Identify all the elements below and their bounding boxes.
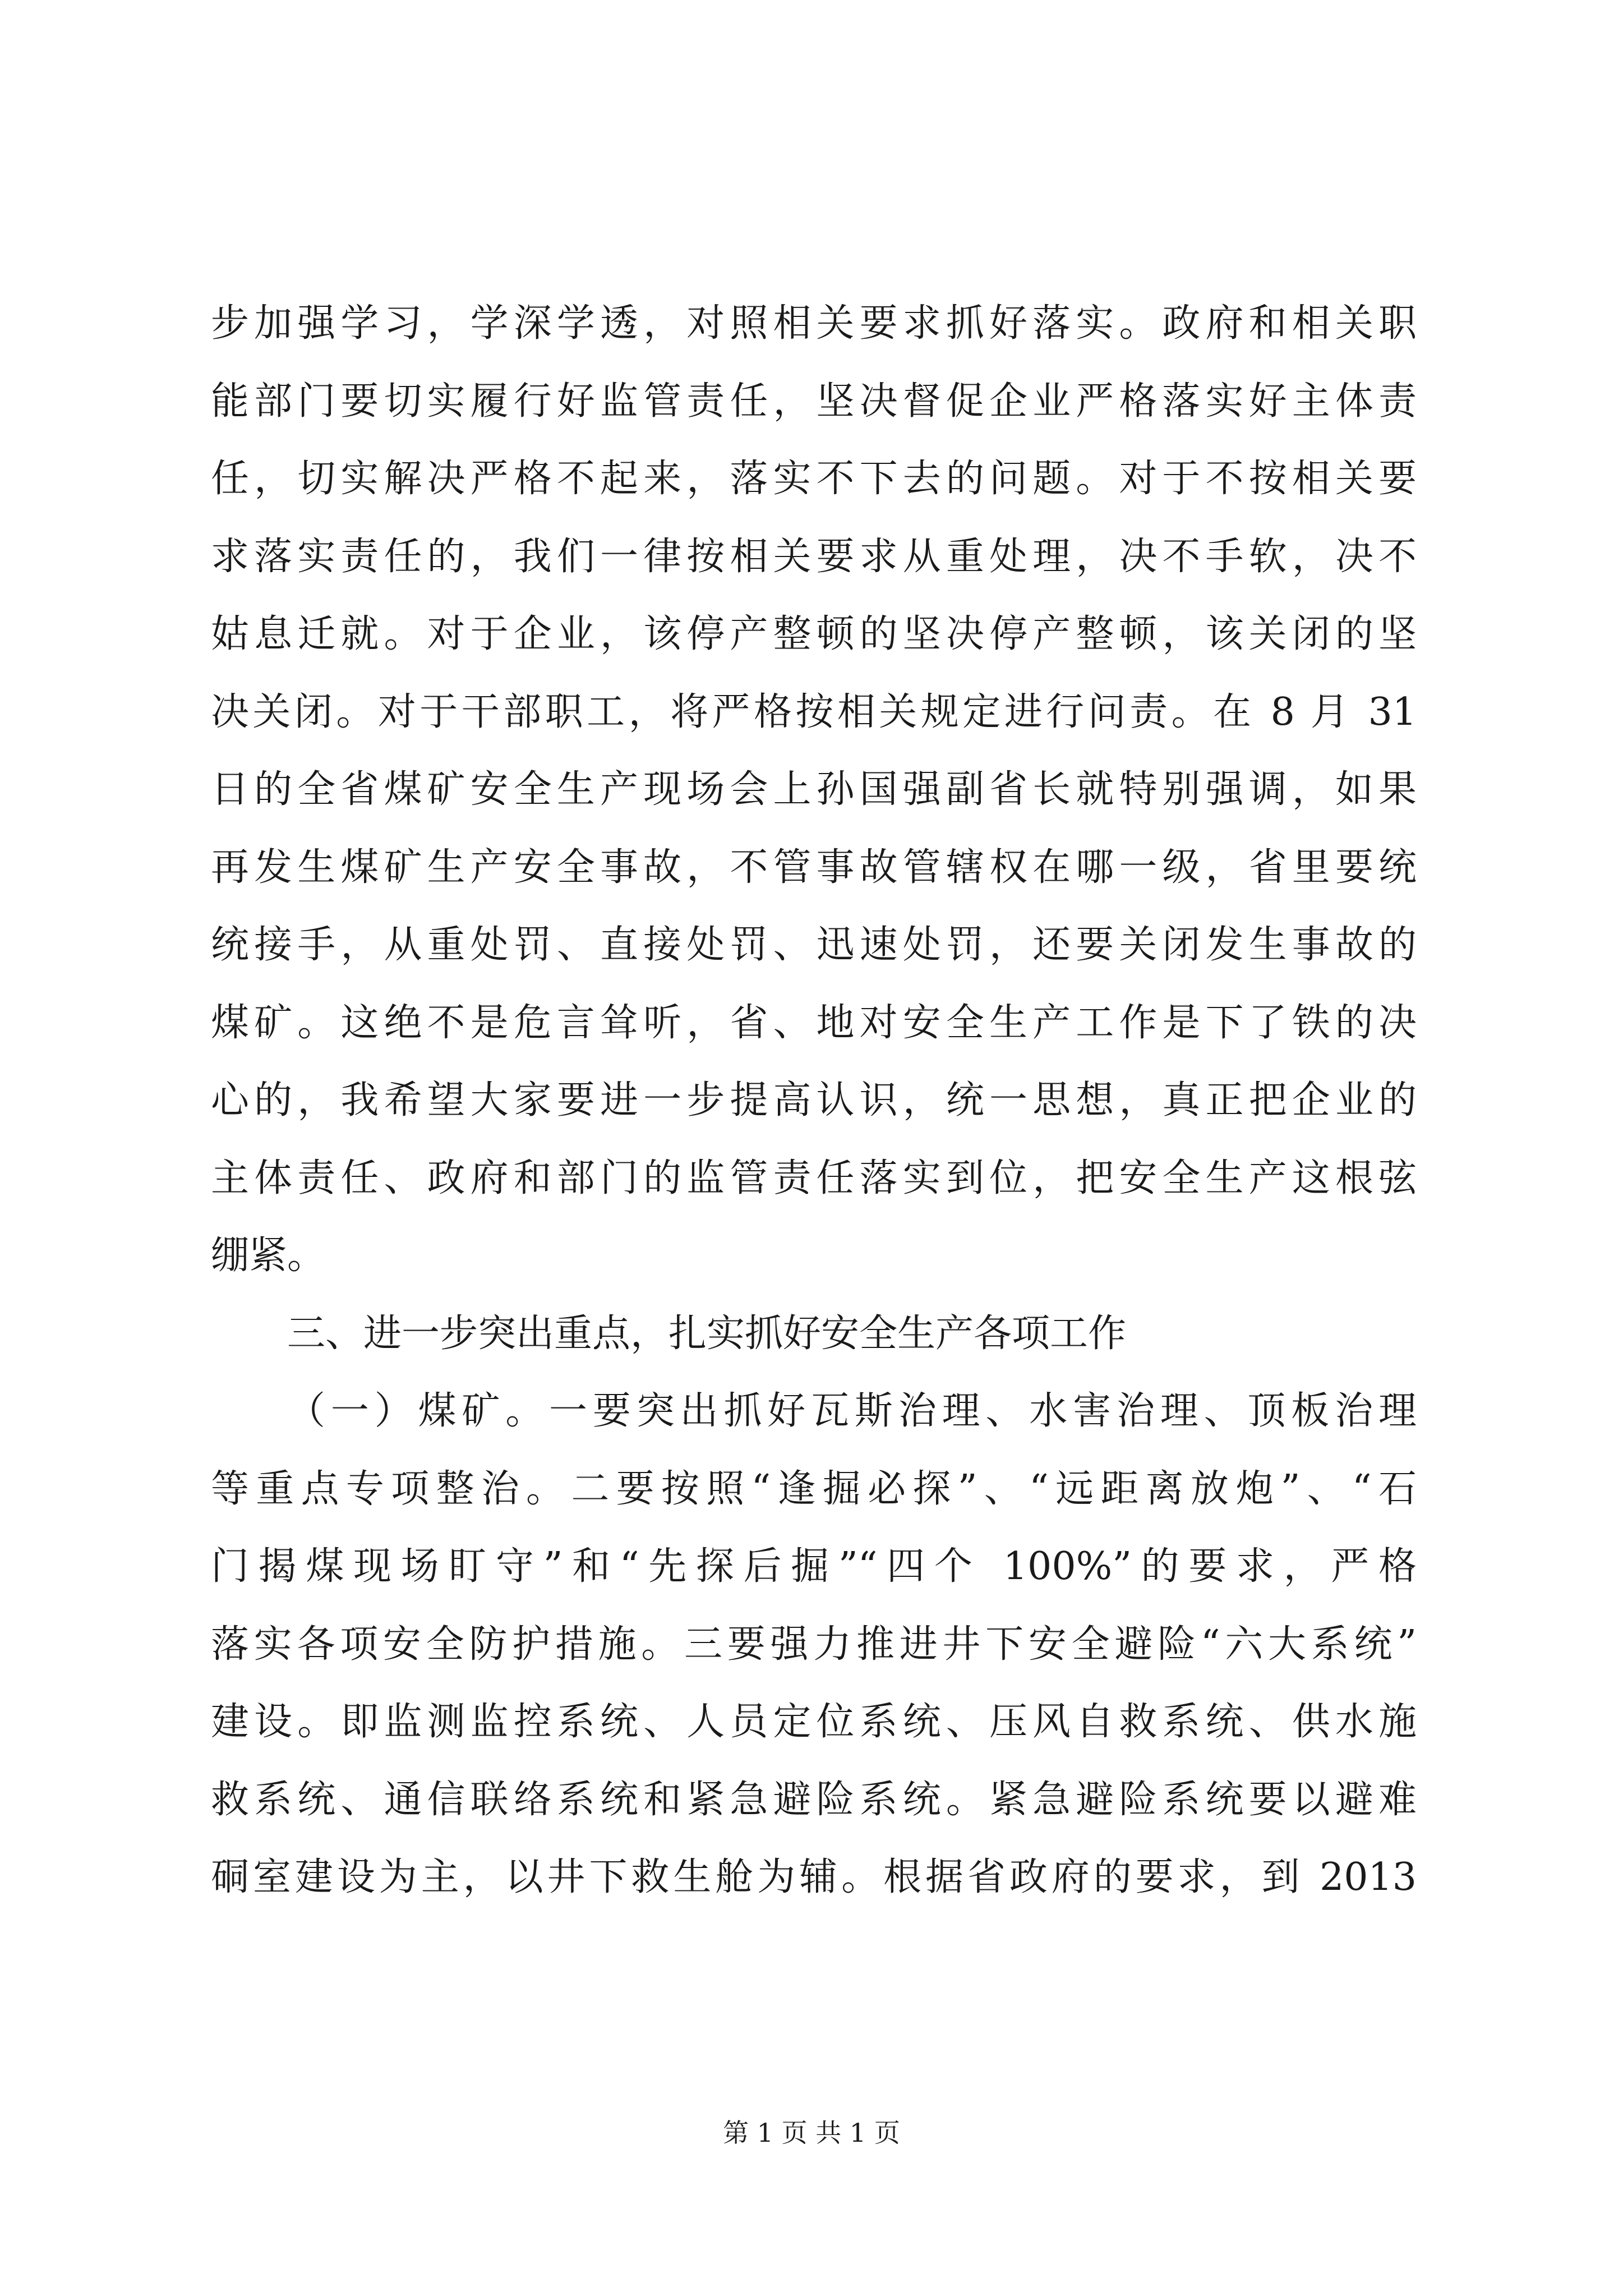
text-line: 绷紧。 — [211, 1234, 326, 1278]
text-line: 日的全省煤矿安全生产现场会上孙国强副省长就特别强调，如果 — [211, 767, 1417, 812]
body-text — [211, 285, 1417, 1917]
text-line: 门揭煤现场盯守”和“先探后掘”“四个 100%”的要求，严格 — [211, 1544, 1417, 1589]
text-line: 建设。即监测监控系统、人员定位系统、压风自救系统、供水施 — [211, 1700, 1417, 1744]
text-line: 能部门要切实履行好监管责任，坚决督促企业严格落实好主体责 — [211, 379, 1417, 424]
text-line: 硐室建设为主，以井下救生舱为辅。根据省政府的要求，到 2013 — [211, 1855, 1417, 1899]
text-line: 统接手，从重处罚、直接处罚、迅速处罚，还要关闭发生事故的 — [211, 923, 1417, 967]
text-line: 求落实责任的，我们一律按相关要求从重处理，决不手软，决不 — [211, 534, 1417, 579]
text-line: 主体责任、政府和部门的监管责任落实到位，把安全生产这根弦 — [211, 1156, 1417, 1200]
text-line: 救系统、通信联络系统和紧急避险系统。紧急避险系统要以避难 — [211, 1777, 1417, 1822]
text-line: 姑息迁就。对于企业，该停产整顿的坚决停产整顿，该关闭的坚 — [211, 612, 1417, 656]
text-line: 任，切实解决严格不起来，落实不下去的问题。对于不按相关要 — [211, 457, 1417, 501]
text-line: 决关闭。对于干部职工，将严格按相关规定进行问责。在 8 月 31 — [211, 689, 1417, 734]
text-line: 等重点专项整治。二要按照“逢掘必探”、“远距离放炮”、“石 — [211, 1466, 1417, 1511]
text-line: 心的，我希望大家要进一步提高认识，统一思想，真正把企业的 — [211, 1078, 1417, 1122]
section-heading: 三、进一步突出重点，扎实抓好安全生产各项工作 — [287, 1311, 1127, 1356]
text-line: 再发生煤矿生产安全事故，不管事故管辖权在哪一级，省里要统 — [211, 845, 1417, 890]
text-line: 煤矿。这绝不是危言耸听，省、地对安全生产工作是下了铁的决 — [211, 1000, 1417, 1045]
page-number-footer: 第 1 页 共 1 页 — [723, 2118, 900, 2148]
text-line: 落实各项安全防护措施。三要强力推进井下安全避险“六大系统” — [211, 1622, 1417, 1667]
text-line: （一）煤矿。一要突出抓好瓦斯治理、水害治理、顶板治理 — [287, 1389, 1417, 1433]
text-line: 步加强学习，学深学透，对照相关要求抓好落实。政府和相关职 — [211, 301, 1417, 346]
